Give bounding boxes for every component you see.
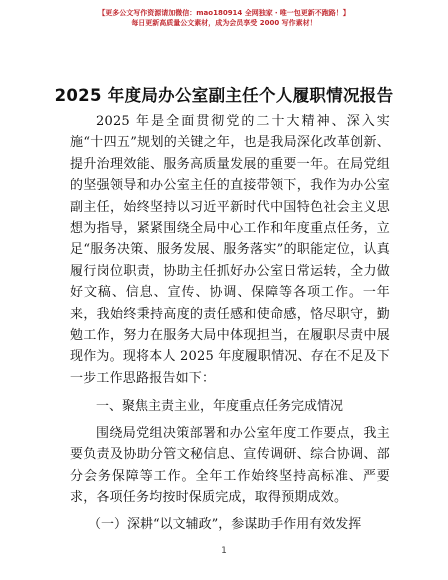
intro-paragraph: 2025 年是全面贯彻党的二十大精神、深入实施“十四五”规划的关键之年，也是我局深化改革创新、提升治理效能、服务高质量发展的重要一年。在局党组的坚强领导和办公室主任的直接带领下，我作为办公室副主任，始终坚持以习近平新时代中国特色社会主义思想为指导，紧紧围绕全局中心工作和年度重点任务，立足“服务决策、服务发展、服务落实”的职能定位，认真履行岗位职责，协助主任抓好办公室日常运转，全力做好文稿、信息、宣传、协调、保障等各项工作。一年来，我始终秉持高度的责任感和使命感，恪尽职守，勤勉工作，努力在服务大局中体现担当，在履职尽责中展现作为。现将本人 2025 年度履职情况、存在不足及下一步工作思路报告如下： <box>70 114 390 386</box>
promo-banner-line2: 每日更新高质量公文素材，成为会员享受 2000 写作素材！ <box>131 19 317 27</box>
document-title: 2025 年度局办公室副主任个人履职情况报告 <box>54 86 394 105</box>
promo-banner-line1: 【更多公文写作资源请加微信：mao180914 全网独家・唯一包更新不跑路！】 <box>98 9 350 17</box>
subsection-heading-1: （一）深耕“以文辅政”，参谋助手作用有效发挥 <box>88 517 362 533</box>
document-body <box>70 111 390 536</box>
section-heading-1: 一、聚焦主责主业，年度重点任务完成情况 <box>96 399 344 415</box>
section1-paragraph: 围绕局党组决策部署和办公室年度工作要点，我主要负责及协助分管文秘信息、宣传调研、综合协调、部分会务保障等工作。全年工作始终坚持高标准、严要求，各项任务均按时保质完成，取得预期成效。 <box>70 425 390 505</box>
promo-banner <box>0 8 448 28</box>
page-number: 1 <box>221 546 227 556</box>
